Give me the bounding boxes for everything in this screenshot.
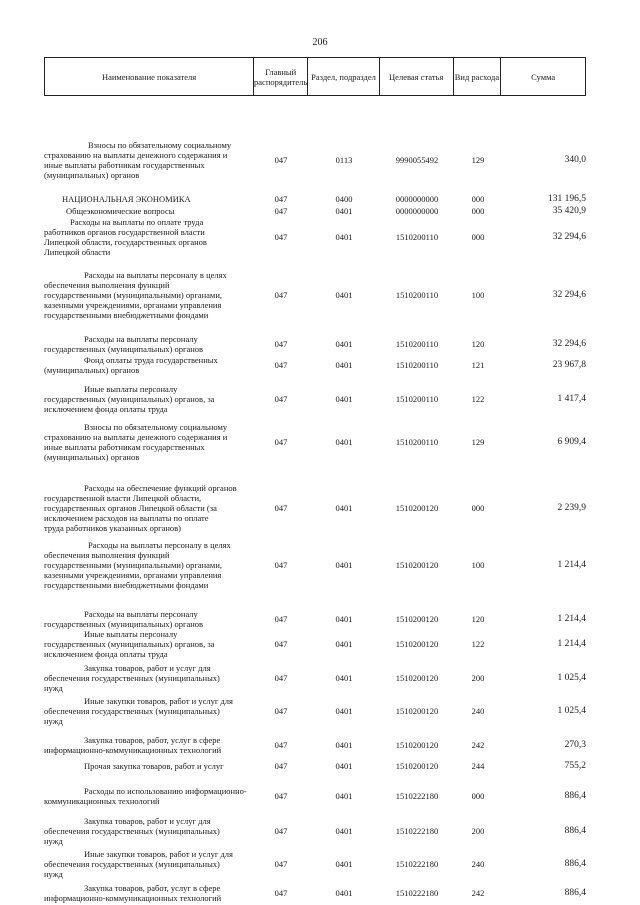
- row-name-line: информационно-коммуникационных технологий: [44, 893, 222, 903]
- budget-table: [44, 57, 586, 903]
- row-name: [44, 270, 254, 320]
- row-expense-type: 240: [471, 706, 485, 716]
- row-section: 0401: [335, 360, 353, 370]
- row-sum: 2 239,9: [557, 503, 586, 513]
- row-main-manager: 047: [274, 740, 288, 750]
- row-section: 0401: [335, 503, 353, 513]
- row-sum: 755,2: [564, 761, 586, 771]
- row-name-line: исключением фонда оплаты труда: [44, 404, 168, 414]
- row-name: [44, 761, 254, 771]
- row-main-manager: 047: [274, 826, 288, 836]
- table-header: [44, 57, 586, 96]
- row-name: [44, 206, 254, 216]
- row-target-article: 1510222180: [395, 826, 439, 836]
- row-name-line: Расходы на выплаты персоналу в целях: [88, 540, 231, 550]
- row-name-line: Закупка товаров, работ, услуг в сфере: [84, 735, 221, 745]
- header-expense-type: Вид расхода: [454, 58, 502, 95]
- row-name-line: Расходы по использованию информационно-: [84, 786, 247, 796]
- row-main-manager: 047: [274, 437, 288, 447]
- row-name-line: Закупка товаров, работ и услуг для: [84, 816, 211, 826]
- row-section: 0401: [335, 206, 353, 216]
- row-name-line: НАЦИОНАЛЬНАЯ ЭКОНОМИКА: [62, 194, 191, 204]
- row-target-article: 1510200120: [395, 740, 439, 750]
- row-name-line: нужд: [44, 683, 63, 693]
- row-sum: 270,3: [564, 740, 586, 750]
- header-name: Наименование показателя: [45, 58, 254, 95]
- row-expense-type: 000: [471, 503, 485, 513]
- row-target-article: 1510222180: [395, 859, 439, 869]
- row-expense-type: 000: [471, 206, 485, 216]
- row-name-line: информационно-коммуникационных технологий: [44, 745, 222, 755]
- row-main-manager: 047: [274, 791, 288, 801]
- row-sum: 886,4: [564, 791, 586, 801]
- header-sum: Сумма: [531, 71, 556, 82]
- row-name-line: Закупка товаров, работ и услуг для: [84, 663, 211, 673]
- row-name-line: государственными (муниципальными) органами,: [44, 290, 222, 300]
- row-sum: 340,0: [564, 155, 586, 165]
- row-section: 0401: [335, 706, 353, 716]
- row-expense-type: 000: [471, 194, 485, 204]
- row-name: [44, 194, 254, 204]
- row-name: [44, 849, 254, 879]
- row-name: [44, 540, 254, 590]
- row-expense-type: 244: [471, 761, 485, 771]
- row-sum: 32 294,6: [552, 339, 586, 349]
- row-section: 0401: [335, 673, 353, 683]
- row-name-line: государственных (муниципальных) органов: [44, 619, 204, 629]
- row-name-line: Взносы по обязательному социальному: [84, 422, 228, 432]
- row-target-article: 1510200120: [395, 560, 439, 570]
- row-sum: 35 420,9: [552, 206, 586, 216]
- row-section: 0401: [335, 791, 353, 801]
- row-sum: 886,4: [564, 859, 586, 869]
- row-expense-type: 240: [471, 859, 485, 869]
- row-name-line: Общеэкономические вопросы: [66, 206, 175, 216]
- row-name-line: обеспечения государственных (муниципальных): [44, 706, 220, 716]
- row-name: [44, 786, 254, 806]
- row-target-article: 1510200110: [395, 394, 439, 404]
- row-name-line: исключением фонда оплаты труда: [44, 649, 168, 659]
- row-name-line: Расходы на выплаты персоналу: [84, 334, 198, 344]
- row-main-manager: 047: [274, 503, 288, 513]
- row-sum: 23 967,8: [552, 360, 586, 370]
- row-sum: 1 025,4: [557, 673, 586, 683]
- row-section: 0401: [335, 859, 353, 869]
- row-name-line: (муниципальных) органов: [44, 170, 140, 180]
- row-name-line: Липецкой области, государственных органов: [44, 237, 207, 247]
- row-main-manager: 047: [274, 206, 288, 216]
- row-name-line: казенными учреждениями, органами управления: [44, 300, 222, 310]
- row-name-line: обеспечения государственных (муниципальных): [44, 826, 220, 836]
- row-target-article: 1510200110: [395, 232, 439, 242]
- row-name-line: нужд: [44, 869, 63, 879]
- row-name-line: государственными (муниципальными) органами,: [44, 560, 222, 570]
- row-main-manager: 047: [274, 560, 288, 570]
- row-sum: 886,4: [564, 888, 586, 898]
- row-expense-type: 129: [471, 437, 485, 447]
- row-section: 0401: [335, 614, 353, 624]
- row-name: [44, 883, 254, 903]
- row-name-line: Иные выплаты персоналу: [84, 629, 178, 639]
- row-name-line: труда работников указанных органов): [44, 523, 182, 533]
- row-name-line: иные выплаты работникам государственных: [44, 442, 205, 452]
- row-sum: 1 417,4: [557, 394, 586, 404]
- row-expense-type: 000: [471, 791, 485, 801]
- row-sum: 1 025,4: [557, 706, 586, 716]
- row-name-line: государственных (муниципальных) органов, за: [44, 394, 215, 404]
- row-name: [44, 735, 254, 755]
- row-sum: 32 294,6: [552, 232, 586, 242]
- row-expense-type: 120: [471, 339, 485, 349]
- row-main-manager: 047: [274, 232, 288, 242]
- row-name-line: Иные закупки товаров, работ и услуг для: [84, 849, 233, 859]
- row-target-article: 1510200110: [395, 360, 439, 370]
- row-main-manager: 047: [274, 194, 288, 204]
- row-name-line: работников органов государственной власти: [44, 227, 205, 237]
- row-name-line: обеспечения государственных (муниципальных): [44, 673, 220, 683]
- header-main-manager: Главный распорядитель: [254, 58, 308, 95]
- row-name-line: обеспечения выполнения функций: [44, 280, 170, 290]
- row-name: [44, 663, 254, 693]
- row-section: 0401: [335, 290, 353, 300]
- row-name-line: Расходы на выплаты персоналу в целях: [84, 270, 227, 280]
- row-expense-type: 200: [471, 673, 485, 683]
- row-name-line: государственными внебюджетными фондами: [44, 580, 209, 590]
- row-name-line: Расходы на обеспечение функций органов: [84, 483, 237, 493]
- row-name: [44, 816, 254, 846]
- row-name-line: нужд: [44, 716, 63, 726]
- row-section: 0401: [335, 339, 353, 349]
- row-name: [44, 609, 254, 629]
- row-name: [44, 483, 254, 533]
- row-target-article: 1510200120: [395, 503, 439, 513]
- row-expense-type: 120: [471, 614, 485, 624]
- row-main-manager: 047: [274, 761, 288, 771]
- row-name-line: обеспечения государственных (муниципальных): [44, 859, 220, 869]
- row-target-article: 1510222180: [395, 791, 439, 801]
- row-section: 0401: [335, 394, 353, 404]
- row-name: [44, 696, 254, 726]
- row-sum: 886,4: [564, 826, 586, 836]
- row-expense-type: 000: [471, 232, 485, 242]
- row-section: 0401: [335, 437, 353, 447]
- page-number: 206: [312, 37, 328, 48]
- row-name: [44, 334, 254, 354]
- row-name-line: государственной власти Липецкой области,: [44, 493, 202, 503]
- row-name-line: казенными учреждениями, органами управления: [44, 570, 222, 580]
- row-name-line: Взносы по обязательному социальному: [88, 140, 232, 150]
- row-name-line: государственных (муниципальных) органов, за: [44, 639, 215, 649]
- row-target-article: 1510200120: [395, 761, 439, 771]
- row-target-article: 1510222180: [395, 888, 439, 898]
- row-section: 0401: [335, 826, 353, 836]
- row-sum: 6 909,4: [557, 437, 586, 447]
- row-target-article: 0000000000: [395, 194, 439, 204]
- row-main-manager: 047: [274, 639, 288, 649]
- row-target-article: 1510200120: [395, 673, 439, 683]
- row-sum: 1 214,4: [557, 560, 586, 570]
- row-name-line: Расходы на выплаты по оплате труда: [70, 217, 204, 227]
- row-name-line: (муниципальных) органов: [44, 452, 140, 462]
- row-name-line: нужд: [44, 836, 63, 846]
- row-section: 0400: [335, 194, 353, 204]
- row-name-line: Фонд оплаты труда государственных: [84, 355, 218, 365]
- row-sum: 1 214,4: [557, 639, 586, 649]
- row-sum: 131 196,5: [548, 194, 586, 204]
- row-section: 0401: [335, 888, 353, 898]
- row-main-manager: 047: [274, 706, 288, 716]
- row-section: 0401: [335, 639, 353, 649]
- row-section: 0401: [335, 761, 353, 771]
- row-name-line: (муниципальных) органов: [44, 365, 140, 375]
- row-main-manager: 047: [274, 339, 288, 349]
- header-section: Раздел, подраздел: [308, 58, 380, 95]
- row-name: [44, 422, 254, 462]
- row-name-line: Липецкой области: [44, 247, 111, 257]
- row-target-article: 1510200110: [395, 290, 439, 300]
- row-section: 0401: [335, 560, 353, 570]
- row-expense-type: 129: [471, 155, 485, 165]
- row-main-manager: 047: [274, 360, 288, 370]
- row-name-line: страхованию на выплаты денежного содержания и: [44, 150, 228, 160]
- row-name-line: Прочая закупка товаров, работ и услуг: [84, 761, 224, 771]
- row-expense-type: 100: [471, 290, 485, 300]
- row-main-manager: 047: [274, 155, 288, 165]
- row-name-line: исключением расходов на выплаты по оплате: [44, 513, 209, 523]
- row-name-line: коммуникационных технологий: [44, 796, 160, 806]
- row-expense-type: 121: [471, 360, 485, 370]
- row-name-line: государственных (муниципальных) органов: [44, 344, 204, 354]
- row-expense-type: 100: [471, 560, 485, 570]
- row-expense-type: 200: [471, 826, 485, 836]
- row-target-article: 0000000000: [395, 206, 439, 216]
- row-sum: 1 214,4: [557, 614, 586, 624]
- row-name-line: Закупка товаров, работ, услуг в сфере: [84, 883, 221, 893]
- row-section: 0401: [335, 740, 353, 750]
- row-name-line: Расходы на выплаты персоналу: [84, 609, 198, 619]
- row-expense-type: 122: [471, 394, 485, 404]
- row-target-article: 1510200120: [395, 614, 439, 624]
- row-main-manager: 047: [274, 888, 288, 898]
- row-name-line: государственных органов Липецкой области (за: [44, 503, 217, 513]
- row-name-line: иные выплаты работникам государственных: [44, 160, 205, 170]
- row-main-manager: 047: [274, 290, 288, 300]
- row-name: [44, 355, 254, 375]
- row-name-line: обеспечения выполнения функций: [44, 550, 170, 560]
- row-target-article: 1510200110: [395, 437, 439, 447]
- row-name-line: Иные выплаты персоналу: [84, 384, 178, 394]
- row-target-article: 1510200120: [395, 706, 439, 716]
- row-name-line: страхованию на выплаты денежного содержания и: [44, 432, 228, 442]
- row-expense-type: 122: [471, 639, 485, 649]
- row-expense-type: 242: [471, 740, 485, 750]
- row-name-line: государственными внебюджетными фондами: [44, 310, 209, 320]
- row-target-article: 1510200110: [395, 339, 439, 349]
- row-name: [44, 140, 254, 180]
- row-name: [44, 629, 254, 659]
- header-target-article: Целевая статья: [380, 58, 454, 95]
- row-expense-type: 242: [471, 888, 485, 898]
- row-name: [44, 217, 254, 257]
- row-section: 0401: [335, 232, 353, 242]
- row-main-manager: 047: [274, 673, 288, 683]
- row-name: [44, 384, 254, 414]
- row-main-manager: 047: [274, 614, 288, 624]
- row-target-article: 9990055492: [395, 155, 439, 165]
- row-main-manager: 047: [274, 394, 288, 404]
- row-name-line: Иные закупки товаров, работ и услуг для: [84, 696, 233, 706]
- row-target-article: 1510200120: [395, 639, 439, 649]
- row-section: 0113: [335, 155, 353, 165]
- row-sum: 32 294,6: [552, 290, 586, 300]
- row-main-manager: 047: [274, 859, 288, 869]
